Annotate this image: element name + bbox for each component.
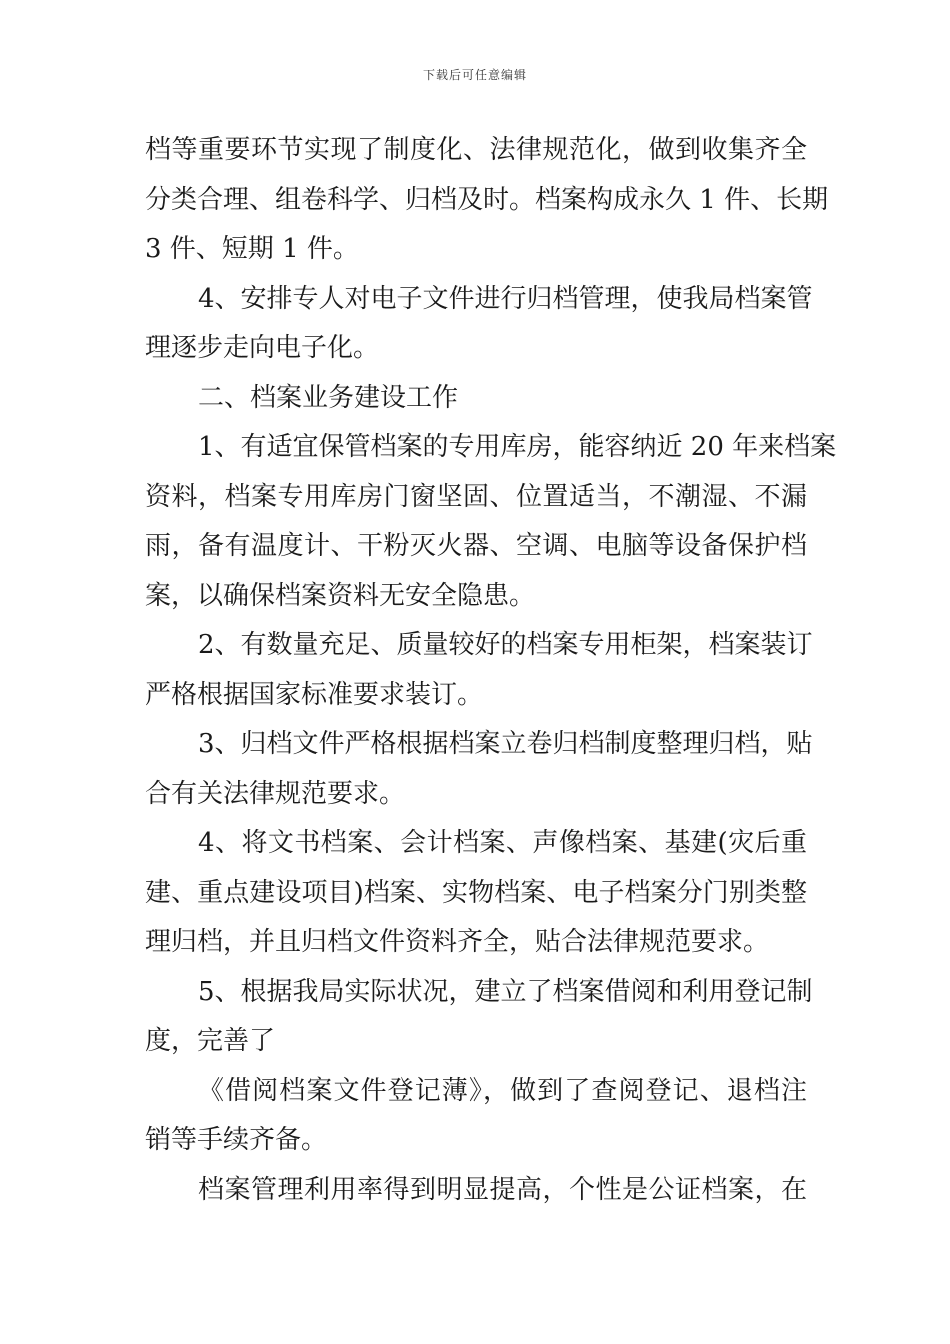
section-heading: 二、档案业务建设工作 [198,382,459,413]
text-line: 理逐步走向电子化。 [145,333,380,363]
text-line: 档等重要环节实现了制度化、法律规范化，做到收集齐全 [145,135,807,165]
text-line: 合有关法律规范要求。 [145,778,406,809]
text-line: 案，以确保档案资料无安全隐患。 [145,580,536,611]
text-line: 分类合理、组卷科学、归档及时。档案构成永久 1 件、长期 [145,184,829,215]
document-body [145,126,837,1215]
text-line: 3、归档文件严格根据档案立卷归档制度整理归档，贴 [198,729,813,759]
text-line: 销等手续齐备。 [145,1125,328,1155]
text-line: 4、安排专人对电子文件进行归档管理，使我局档案管 [198,283,813,314]
text-line: 理归档，并且归档文件资料齐全，贴合法律规范要求。 [145,927,770,957]
text-line: 建、重点建设项目)档案、实物档案、电子档案分门别类整 [145,877,807,908]
text-line: 《借阅档案文件登记薄》，做到了查阅登记、退档注 [198,1075,807,1106]
text-line: 5、根据我局实际状况，建立了档案借阅和利用登记制 [198,976,813,1007]
text-line: 3 件、短期 1 件。 [145,234,359,264]
text-line: 4、将文书档案、会计档案、声像档案、基建(灾后重 [198,828,807,858]
text-line: 雨，备有温度计、干粉灭火器、空调、电脑等设备保护档 [145,531,807,561]
header-note: 下载后可任意编辑 [422,68,527,82]
text-line: 1、有适宜保管档案的专用库房，能容纳近 20 年来档案 [198,432,837,462]
text-line: 度，完善了 [145,1026,276,1056]
text-line: 档案管理利用率得到明显提高，个性是公证档案，在 [198,1174,807,1205]
text-line: 资料，档案专用库房门窗坚固、位置适当，不潮湿、不漏 [145,481,807,512]
text-line: 严格根据国家标准要求装订。 [145,679,484,710]
text-line: 2、有数量充足、质量较好的档案专用柜架，档案装订 [198,630,813,660]
